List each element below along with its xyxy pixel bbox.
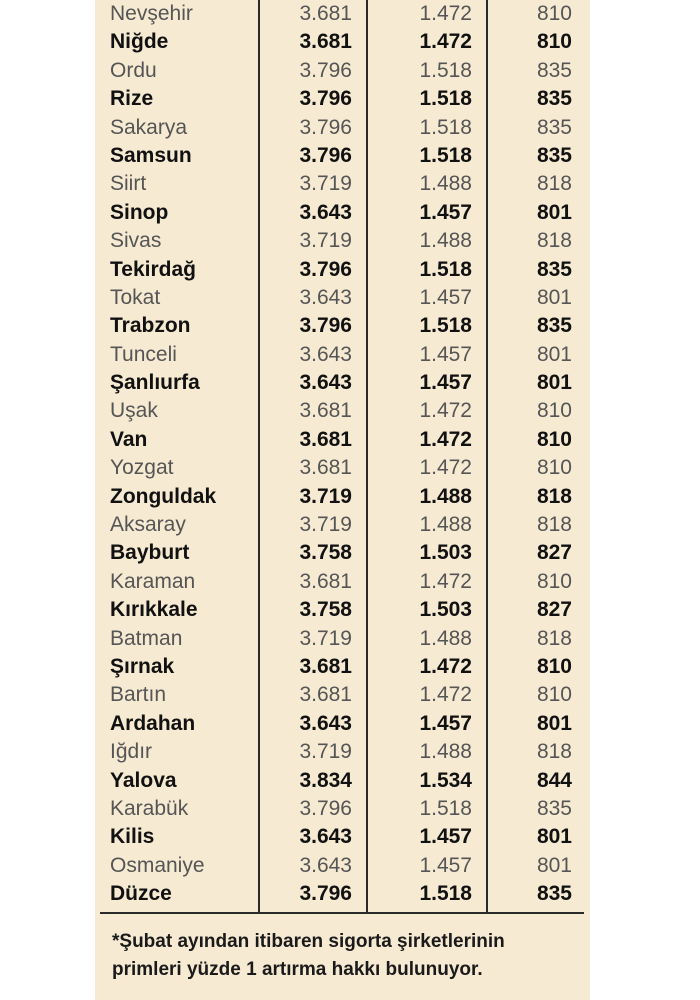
column-divider-1 [258,0,260,912]
table-row [100,483,584,511]
value-cell-3: 818 [536,484,572,508]
value-cell-1: 3.796 [299,796,352,820]
value-cell-3: 818 [536,513,572,537]
province-cell: Kilis [110,825,155,849]
table-row [100,0,584,28]
table-row [100,114,584,142]
value-cell-1: 3.719 [299,484,352,508]
table-row [100,681,584,709]
table-row [100,568,584,596]
value-cell-3: 810 [536,683,572,707]
province-cell: Siirt [110,172,147,196]
value-cell-2: 1.518 [419,58,472,82]
value-cell-3: 835 [536,314,572,338]
table-row [100,426,584,454]
value-cell-1: 3.719 [299,513,352,537]
province-cell: Yalova [110,768,177,792]
table-row [100,284,584,312]
province-cell: Sivas [110,229,162,253]
table-row [100,57,584,85]
value-cell-3: 818 [536,172,572,196]
value-cell-3: 835 [536,58,572,82]
value-cell-2: 1.488 [419,484,472,508]
value-cell-3: 835 [536,257,572,281]
value-cell-2: 1.503 [419,541,472,565]
value-cell-2: 1.472 [419,569,472,593]
value-cell-3: 818 [536,740,572,764]
value-cell-3: 801 [536,853,572,877]
province-cell: Kırıkkale [110,598,198,622]
value-cell-3: 835 [536,115,572,139]
table-row [100,28,584,56]
province-cell: Iğdır [110,740,153,764]
value-cell-2: 1.518 [419,796,472,820]
value-cell-1: 3.719 [299,740,352,764]
premium-table [100,0,584,909]
value-cell-1: 3.796 [299,115,352,139]
footnote-line-2: primleri yüzde 1 artırma hakkı bulunuyor. [112,959,483,980]
value-cell-3: 827 [536,598,572,622]
province-cell: Uşak [110,399,158,423]
value-cell-2: 1.488 [419,626,472,650]
table-row [100,312,584,340]
value-cell-2: 1.518 [419,143,472,167]
table-row [100,539,584,567]
province-cell: Bayburt [110,541,190,565]
value-cell-1: 3.796 [299,882,352,906]
value-cell-1: 3.643 [299,371,352,395]
value-cell-1: 3.719 [299,626,352,650]
value-cell-3: 818 [536,626,572,650]
value-cell-2: 1.488 [419,513,472,537]
table-row [100,142,584,170]
value-cell-3: 801 [536,825,572,849]
value-cell-3: 810 [536,427,572,451]
value-cell-1: 3.681 [299,399,352,423]
table-row [100,738,584,766]
province-cell: Sinop [110,200,169,224]
value-cell-2: 1.518 [419,115,472,139]
value-cell-1: 3.681 [299,683,352,707]
province-cell: Van [110,427,148,451]
province-cell: Karaman [110,569,196,593]
province-cell: Samsun [110,143,192,167]
province-cell: Aksaray [110,513,186,537]
province-cell: Tunceli [110,342,177,366]
value-cell-1: 3.796 [299,257,352,281]
value-cell-3: 801 [536,285,572,309]
value-cell-1: 3.796 [299,143,352,167]
table-row [100,852,584,880]
province-cell: Sakarya [110,115,188,139]
table-row [100,341,584,369]
value-cell-1: 3.643 [299,825,352,849]
value-cell-2: 1.518 [419,257,472,281]
value-cell-1: 3.796 [299,58,352,82]
value-cell-1: 3.681 [299,2,352,25]
value-cell-1: 3.719 [299,229,352,253]
value-cell-1: 3.643 [299,200,352,224]
province-cell: Düzce [110,882,172,906]
value-cell-1: 3.681 [299,456,352,480]
value-cell-2: 1.518 [419,87,472,111]
value-cell-3: 835 [536,143,572,167]
value-cell-1: 3.681 [299,654,352,678]
province-cell: Rize [110,87,154,111]
value-cell-1: 3.681 [299,569,352,593]
value-cell-2: 1.472 [419,2,472,25]
province-cell: Tokat [110,285,161,309]
province-cell: Ardahan [110,711,196,735]
value-cell-1: 3.643 [299,853,352,877]
footnote-line-1: *Şubat ayından itibaren sigorta şirketlerinin [112,931,505,952]
value-cell-3: 835 [536,87,572,111]
table-row [100,625,584,653]
value-cell-2: 1.457 [419,285,472,309]
footnote [112,928,582,984]
table-row [100,511,584,539]
province-cell: Şırnak [110,654,175,678]
value-cell-3: 835 [536,796,572,820]
table-row [100,795,584,823]
value-cell-2: 1.518 [419,314,472,338]
table-row [100,596,584,624]
value-cell-3: 810 [536,456,572,480]
value-cell-1: 3.834 [299,768,352,792]
value-cell-2: 1.457 [419,853,472,877]
column-divider-3 [486,0,488,912]
value-cell-2: 1.488 [419,740,472,764]
province-cell: Yozgat [110,456,174,480]
value-cell-1: 3.643 [299,285,352,309]
value-cell-2: 1.472 [419,456,472,480]
value-cell-3: 818 [536,229,572,253]
value-cell-3: 810 [536,30,572,54]
value-cell-2: 1.472 [419,30,472,54]
table-row [100,454,584,482]
table-row [100,369,584,397]
value-cell-3: 810 [536,399,572,423]
table-row [100,227,584,255]
province-cell: Karabük [110,796,189,820]
value-cell-2: 1.457 [419,342,472,366]
value-cell-3: 844 [536,768,572,792]
province-cell: Şanlıurfa [110,371,200,395]
value-cell-1: 3.796 [299,87,352,111]
value-cell-2: 1.457 [419,371,472,395]
value-cell-3: 810 [536,654,572,678]
value-cell-2: 1.488 [419,229,472,253]
province-cell: Osmaniye [110,853,205,877]
value-cell-1: 3.643 [299,711,352,735]
province-cell: Tekirdağ [110,257,196,281]
value-cell-2: 1.472 [419,399,472,423]
value-cell-2: 1.472 [419,427,472,451]
province-cell: Niğde [110,30,169,54]
province-cell: Bartın [110,683,167,707]
table-row [100,767,584,795]
value-cell-1: 3.758 [299,541,352,565]
value-cell-2: 1.472 [419,654,472,678]
value-cell-3: 801 [536,371,572,395]
value-cell-2: 1.457 [419,711,472,735]
value-cell-2: 1.518 [419,882,472,906]
value-cell-1: 3.681 [299,427,352,451]
province-cell: Ordu [110,58,157,82]
column-divider-2 [366,0,368,912]
table-row [100,710,584,738]
value-cell-1: 3.719 [299,172,352,196]
province-cell: Nevşehir [110,2,193,25]
table-row [100,397,584,425]
province-cell: Zonguldak [110,484,217,508]
value-cell-1: 3.796 [299,314,352,338]
value-cell-2: 1.503 [419,598,472,622]
value-cell-3: 801 [536,342,572,366]
value-cell-2: 1.457 [419,825,472,849]
value-cell-2: 1.472 [419,683,472,707]
value-cell-3: 835 [536,882,572,906]
table-row [100,199,584,227]
value-cell-3: 801 [536,200,572,224]
value-cell-3: 827 [536,541,572,565]
value-cell-2: 1.457 [419,200,472,224]
value-cell-2: 1.534 [419,768,472,792]
table-row [100,823,584,851]
value-cell-3: 810 [536,569,572,593]
province-cell: Trabzon [110,314,191,338]
value-cell-1: 3.643 [299,342,352,366]
value-cell-3: 801 [536,711,572,735]
value-cell-2: 1.488 [419,172,472,196]
table-row [100,85,584,113]
table-row [100,880,584,908]
value-cell-1: 3.681 [299,30,352,54]
table-bottom-rule [100,912,584,914]
table-row [100,256,584,284]
table-row [100,653,584,681]
province-cell: Batman [110,626,183,650]
value-cell-3: 810 [536,2,572,25]
value-cell-1: 3.758 [299,598,352,622]
table-row [100,170,584,198]
